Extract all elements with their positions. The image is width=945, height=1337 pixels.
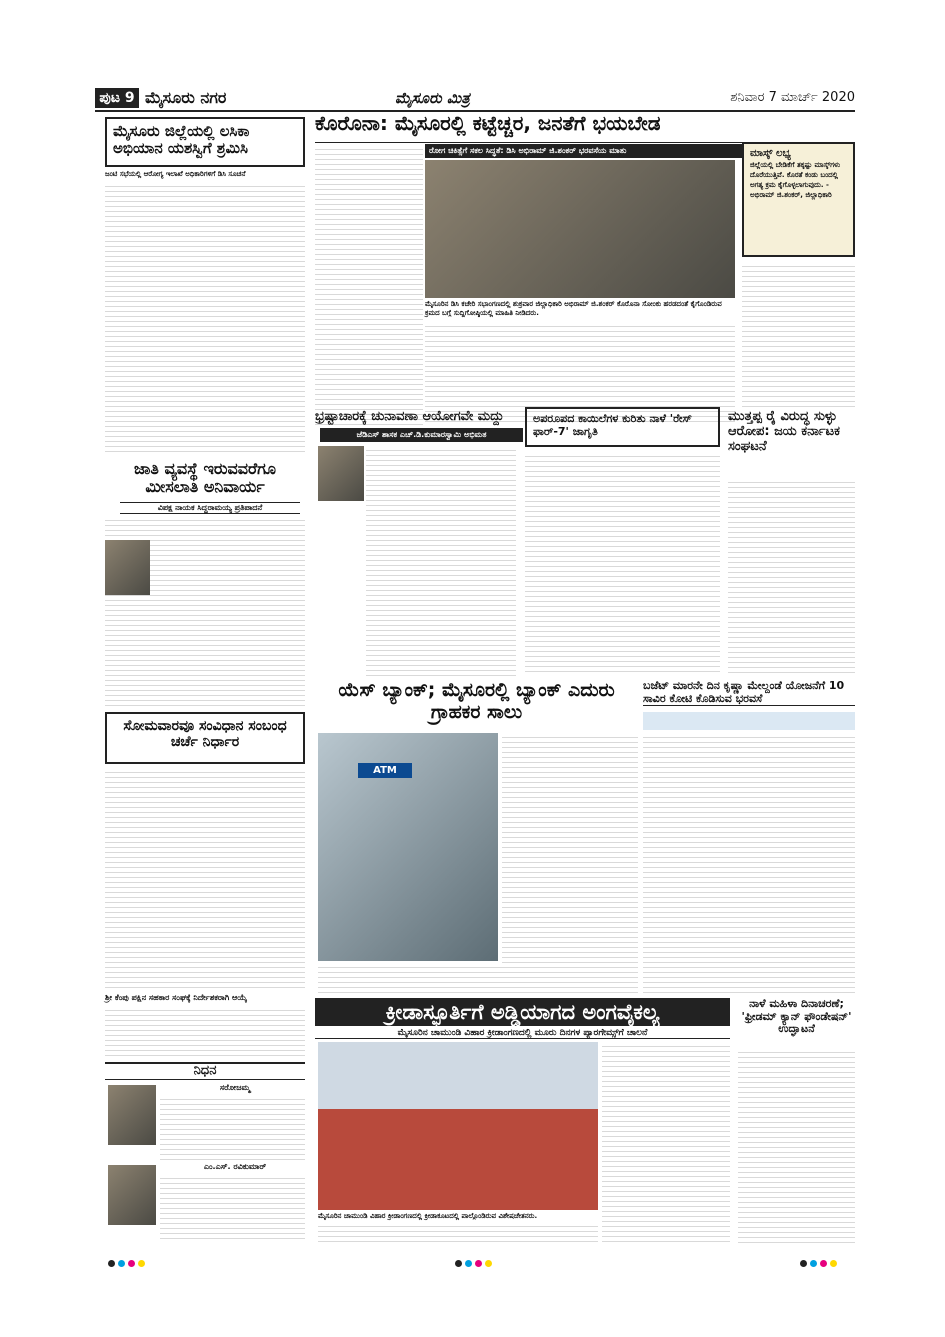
sports-photo bbox=[318, 1042, 598, 1210]
mask-title: ಮಾಸ್ಕ್ ಲಭ್ಯ bbox=[750, 148, 791, 159]
obituary-photo-1 bbox=[108, 1085, 156, 1145]
corona-photo-caption-top: ರೋಗ ಚಿಕಿತ್ಸೆಗೆ ಸಕಲ ಸಿದ್ಧತೆ: ಡಿಸಿ ಅಭಿರಾಮ್ ಜಿ.ಶಂಕರ್ ಭರವಸೆಯ ಮಾತು bbox=[425, 144, 743, 158]
obituary-title: ನಿಧನ bbox=[105, 1062, 305, 1080]
divider bbox=[105, 1060, 305, 1061]
vaccination-headline-box bbox=[105, 117, 305, 167]
budget-highlight-bar bbox=[643, 712, 855, 730]
yes-bank-article-text bbox=[502, 733, 638, 963]
obituary-photo-2 bbox=[108, 1165, 156, 1225]
budget-article-text bbox=[643, 733, 855, 995]
sports-article-bottom bbox=[318, 1222, 598, 1244]
print-registration-dots-left bbox=[108, 1252, 148, 1271]
corona-photo-caption: ಮೈಸೂರಿನ ಡಿಸಿ ಕಚೇರಿ ಸಭಾಂಗಣದಲ್ಲಿ ಶುಕ್ರವಾರ ಜಿಲ್ಲಾಧಿಕಾರಿ ಅಭಿರಾಮ್ ಜಿ.ಶಂಕರ್ ಕೊರೊನಾ ಸೋಂಕು ಹರಡದಂತೆ ಕೈಗೊಂಡಿರುವ ಕ್ರಮದ ಬಗ್ಗೆ ಸುದ್ದಿಗೋಷ್ಠಿಯಲ್ಲಿ ಮಾಹಿತಿ ನೀಡಿದರು. bbox=[425, 300, 722, 317]
yes-bank-headline: ಯೆಸ್ ಬ್ಯಾಂಕ್; ಮೈಸೂರಲ್ಲಿ ಬ್ಯಾಂಕ್ ಎದುರು ಗ್ರಾಹಕರ ಸಾಲು bbox=[338, 679, 615, 723]
obituary-name-1: ಸರೋಜಮ್ಮ bbox=[219, 1083, 251, 1092]
corona-article-col1 bbox=[315, 145, 423, 427]
budget-headline: ಬಜೆಟ್ ಮಾರನೇ ದಿನ ಕೃಷ್ಣಾ ಮೇಲ್ದಂಡೆ ಯೋಜನೆಗೆ 10 ಸಾವಿರ ಕೋಟಿ ಕೊಡಿಸುವ ಭರವಸೆ bbox=[643, 680, 855, 706]
cooperative-article-text bbox=[105, 1006, 305, 1056]
muthappa-rai-article-text bbox=[728, 478, 855, 674]
atm-sign: ATM bbox=[358, 763, 412, 778]
reservation-subheadline: ವಿಪಕ್ಷ ನಾಯಕ ಸಿದ್ದರಾಮಯ್ಯ ಪ್ರತಿಪಾದನೆ bbox=[120, 502, 300, 514]
corruption-article-text bbox=[366, 446, 516, 676]
print-registration-dots-center bbox=[455, 1252, 495, 1271]
vaccination-article-text bbox=[105, 182, 305, 454]
vaccination-subheadline: ಜಂಟಿ ಸಭೆಯಲ್ಲಿ ಆರೋಗ್ಯ ಇಲಾಖೆ ಅಧಿಕಾರಿಗಳಿಗೆ ಡಿಸಿ ಸೂಚನೆ bbox=[105, 170, 246, 178]
section-title: ಮೈಸೂರು ನಗರ bbox=[145, 88, 227, 107]
vaccination-headline: ಮೈಸೂರು ಜಿಲ್ಲೆಯಲ್ಲಿ ಲಸಿಕಾ ಅಭಿಯಾನ ಯಶಸ್ವಿಗೆ ಶ್ರಮಿಸಿ bbox=[113, 122, 250, 158]
constitution-headline-box bbox=[105, 712, 305, 764]
womens-day-headline: ನಾಳೆ ಮಹಿಳಾ ದಿನಾಚರಣೆ; 'ಫ್ರೀಡಮ್ ಕ್ಯಾನ್ ಫೌಂಡೇಷನ್' ಉದ್ಘಾಟನೆ bbox=[741, 997, 852, 1036]
page-number: ಪುಟ 9 bbox=[95, 88, 139, 108]
obituary-name-2: ಎಂ.ಎಸ್. ರವಿಕುಮಾರ್ bbox=[203, 1162, 267, 1171]
rare-disease-headline: ಅಪರೂಪದ ಕಾಯಿಲೆಗಳ ಕುರಿತು ನಾಳೆ 'ರೇಸ್ ಫಾರ್-7' ಜಾಗೃತಿ bbox=[533, 412, 692, 438]
obituary-text-1 bbox=[160, 1095, 305, 1160]
print-registration-dots-right bbox=[800, 1252, 840, 1271]
corruption-subheadline: ಜೆಡಿಎಸ್ ಶಾಸಕ ಎಚ್.ಡಿ.ಕುಮಾರಸ್ವಾಮಿ ಅಭಿಮತ bbox=[320, 428, 523, 442]
kumaraswamy-photo bbox=[318, 446, 364, 501]
sports-article-col1 bbox=[602, 1042, 730, 1242]
corona-article-col3 bbox=[742, 262, 855, 407]
womens-day-article-text bbox=[738, 1048, 855, 1243]
muthappa-rai-headline: ಮುತ್ತಪ್ಪ ರೈ ವಿರುದ್ಧ ಸುಳ್ಳು ಆರೋಪ: ಜಯ ಕರ್ನಾಟಕ ಸಂಘಟನೆ bbox=[728, 409, 840, 454]
corruption-headline: ಭ್ರಷ್ಟಾಚಾರಕ್ಕೆ ಚುನಾವಣಾ ಆಯೋಗವೇ ಮದ್ದು bbox=[315, 409, 504, 424]
mask-text: ಜಿಲ್ಲೆಯಲ್ಲಿ ಬೇಡಿಕೆಗೆ ತಕ್ಕಷ್ಟು ಮಾಸ್ಕ್‌ಗಳು ದೊರೆಯುತ್ತಿವೆ. ಕೊರತೆ ಕಂಡು ಬಂದಲ್ಲಿ ಅಗತ್ಯ ಕ್ರಮ ಕೈಗೊಳ್ಳಲಾಗುವುದು. - ಅಭಿರಾಮ್ ಜಿ.ಶಂಕರ್, ಜಿಲ್ಲಾಧಿಕಾರಿ bbox=[750, 160, 841, 199]
issue-date: ಶನಿವಾರ 7 ಮಾರ್ಚ್ 2020 bbox=[730, 90, 855, 105]
sports-photo-caption: ಮೈಸೂರಿನ ಚಾಮುಂಡಿ ವಿಹಾರ ಕ್ರೀಡಾಂಗಣದಲ್ಲಿ ಕ್ರೀಡಾಕೂಟದಲ್ಲಿ ಪಾಲ್ಗೊಂಡಿರುವ ವಿಶೇಷಚೇತನರು. bbox=[318, 1212, 538, 1220]
masthead bbox=[95, 86, 855, 112]
yes-bank-article-bottom bbox=[318, 963, 638, 995]
mask-box bbox=[742, 142, 855, 257]
obituary-text-2 bbox=[160, 1174, 305, 1240]
rare-disease-article-text bbox=[525, 452, 720, 674]
corona-headline: ಕೊರೊನಾ: ಮೈಸೂರಲ್ಲಿ ಕಟ್ಟೆಚ್ಚರ, ಜನತೆಗೆ ಭಯಬೇಡ bbox=[315, 112, 855, 143]
reservation-headline: ಜಾತಿ ವ್ಯವಸ್ಥೆ ಇರುವವರೆಗೂ ಮೀಸಲಾತಿ ಅನಿವಾರ್ಯ bbox=[134, 459, 276, 497]
constitution-article-text bbox=[105, 768, 305, 988]
sports-headline: ಕ್ರೀಡಾಸ್ಫೂರ್ತಿಗೆ ಅಡ್ಡಿಯಾಗದ ಅಂಗವೈಕಲ್ಯ bbox=[315, 998, 730, 1026]
cooperative-headline: ಶ್ರೀ ಕೆಂಪು ಪಕ್ಷಿನ ಸಹಕಾರ ಸಂಘಕ್ಕೆ ನಿರ್ದೇಶಕರಾಗಿ ಆಯ್ಕೆ bbox=[105, 993, 247, 1002]
corona-meeting-photo bbox=[425, 160, 735, 298]
atm-queue-photo bbox=[318, 733, 498, 961]
newspaper-name: ಮೈಸೂರು ಮಿತ್ರ bbox=[395, 89, 470, 107]
constitution-headline: ಸೋಮವಾರವೂ ಸಂವಿಧಾನ ಸಂಬಂಧ ಚರ್ಚೆ ನಿರ್ಧಾರ bbox=[123, 718, 287, 751]
siddaramaiah-photo bbox=[105, 540, 150, 595]
rare-disease-headline-box bbox=[525, 407, 720, 447]
sports-subheadline: ಮೈಸೂರಿನ ಚಾಮುಂಡಿ ವಿಹಾರ ಕ್ರೀಡಾಂಗಣದಲ್ಲಿ ಮೂರು ದಿನಗಳ ಪ್ಯಾರಗೇಮ್ಸ್‌ಗೆ ಚಾಲನೆ bbox=[315, 1028, 730, 1039]
